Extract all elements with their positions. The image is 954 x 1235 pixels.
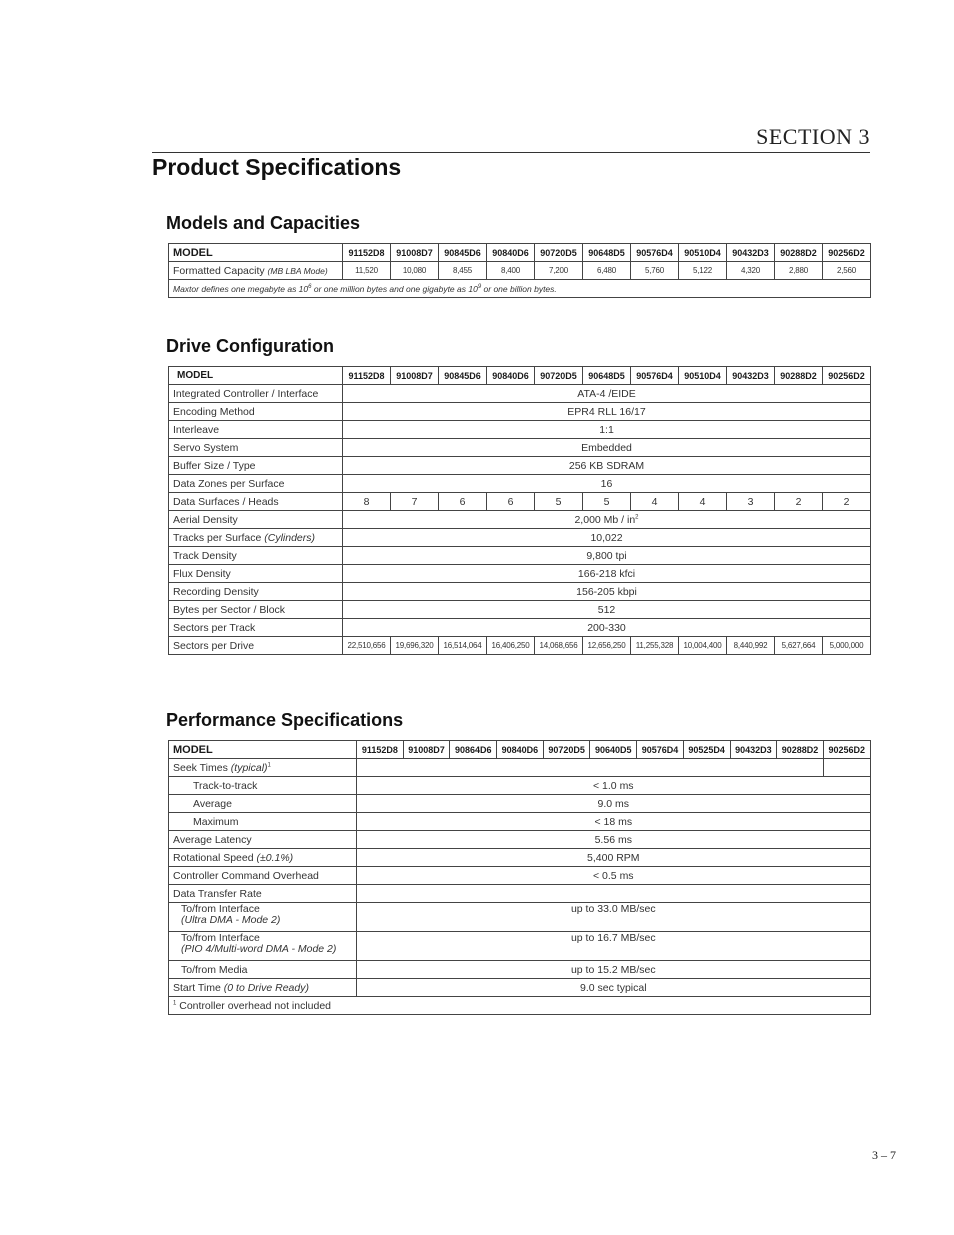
sectors-cell: 19,696,320: [391, 637, 439, 655]
model-cell: 90720D5: [535, 244, 583, 262]
table-row: [169, 813, 871, 831]
sectors-cell: 10,004,400: [679, 637, 727, 655]
row-label: Track Density: [169, 547, 343, 565]
table-row: [169, 262, 871, 280]
capacity-cell: 2,880: [775, 262, 823, 280]
sectors-cell: 5,627,664: [775, 637, 823, 655]
performance-table: [168, 740, 871, 1015]
table-row: [169, 637, 871, 655]
section-label: SECTION 3: [756, 124, 870, 149]
drive-config-heading: Drive Configuration: [166, 336, 335, 356]
model-header: MODEL: [169, 741, 357, 759]
row-value: 5.56 ms: [357, 831, 871, 849]
capacity-cell: 11,520: [343, 262, 391, 280]
model-cell: 90510D4: [679, 367, 727, 385]
footnote: $^1$ Controller overhead not included: [169, 997, 871, 1015]
row-label: To/from Interface (PIO 4/Multi-word DMA - Mode 2): [169, 932, 357, 961]
capacity-cell: 5,122: [679, 262, 727, 280]
sectors-cell: 22,510,656: [343, 637, 391, 655]
model-cell: 90510D4: [679, 244, 727, 262]
table-row: [169, 511, 871, 529]
table-row: [169, 885, 871, 903]
model-header: MODEL: [169, 367, 343, 385]
table-row: [169, 403, 871, 421]
row-label: Average: [169, 795, 357, 813]
heads-cell: 5: [583, 493, 631, 511]
model-cell: 90432D3: [730, 741, 777, 759]
model-cell: 91008D7: [391, 244, 439, 262]
table-row: [169, 421, 871, 439]
model-cell: 90845D6: [439, 367, 487, 385]
table-row: [169, 759, 871, 777]
row-label: Maximum: [169, 813, 357, 831]
table-row: [169, 997, 871, 1015]
model-cell: 90576D4: [637, 741, 684, 759]
row-value: EPR4 RLL 16/17: [343, 403, 871, 421]
capacity-cell: 8,455: [439, 262, 487, 280]
table-row: [169, 583, 871, 601]
row-label: Buffer Size / Type: [169, 457, 343, 475]
capacity-cell: 8,400: [487, 262, 535, 280]
table-row: [169, 932, 871, 961]
row-value: 200-330: [343, 619, 871, 637]
table-row: [169, 867, 871, 885]
row-label: Data Transfer Rate: [169, 885, 357, 903]
row-label: Flux Density: [169, 565, 343, 583]
model-cell: 90256D2: [823, 741, 870, 759]
capacity-cell: 2,560: [823, 262, 871, 280]
row-value: 16: [343, 475, 871, 493]
model-cell: 90288D2: [775, 244, 823, 262]
models-capacities-heading: Models and Capacities: [166, 213, 361, 233]
model-cell: 90720D5: [543, 741, 590, 759]
model-cell: 90840D6: [497, 741, 544, 759]
model-cell: 91008D7: [403, 741, 450, 759]
model-cell: 90648D5: [583, 244, 631, 262]
heads-cell: 7: [391, 493, 439, 511]
table-row: [169, 777, 871, 795]
row-label: Recording Density: [169, 583, 343, 601]
empty-cell: [357, 759, 824, 777]
performance-heading: Performance Specifications: [166, 710, 404, 730]
model-header: MODEL: [169, 244, 343, 262]
capacity-cell: 7,200: [535, 262, 583, 280]
model-cell: 91008D7: [391, 367, 439, 385]
model-cell: 90840D6: [487, 367, 535, 385]
page-number: 3 – 7: [872, 1148, 896, 1162]
table-row: [169, 280, 871, 298]
heads-cell: 2: [823, 493, 871, 511]
capacity-cell: 4,320: [727, 262, 775, 280]
row-label: Formatted Capacity (MB LBA Mode): [169, 262, 343, 280]
table-row: [169, 385, 871, 403]
sectors-cell: 16,514,064: [439, 637, 487, 655]
capacity-cell: 10,080: [391, 262, 439, 280]
heads-cell: 8: [343, 493, 391, 511]
row-label: Bytes per Sector / Block: [169, 601, 343, 619]
row-label: Seek Times (typical)$^1$: [169, 759, 357, 777]
header-rule: [152, 152, 870, 153]
model-cell: 90288D2: [775, 367, 823, 385]
table-row: [169, 849, 871, 867]
row-value: 512: [343, 601, 871, 619]
sectors-cell: 8,440,992: [727, 637, 775, 655]
table-row: [169, 961, 871, 979]
row-label: Aerial Density: [169, 511, 343, 529]
sectors-cell: 11,255,328: [631, 637, 679, 655]
page-title: Product Specifications: [152, 154, 402, 180]
model-cell: 90288D2: [777, 741, 824, 759]
heads-cell: 4: [679, 493, 727, 511]
row-value: up to 33.0 MB/sec: [357, 903, 871, 932]
model-cell: 90525D4: [683, 741, 730, 759]
heads-cell: 6: [487, 493, 535, 511]
row-value: < 0.5 ms: [357, 867, 871, 885]
heads-cell: 5: [535, 493, 583, 511]
model-cell: 90432D3: [727, 244, 775, 262]
row-value: 9.0 ms: [357, 795, 871, 813]
model-cell: 90432D3: [727, 367, 775, 385]
row-value: Embedded: [343, 439, 871, 457]
row-label: Data Surfaces / Heads: [169, 493, 343, 511]
model-cell: 90720D5: [535, 367, 583, 385]
row-value: 9.0 sec typical: [357, 979, 871, 997]
table-row: [169, 493, 871, 511]
row-value: 2,000 Mb / $in^2$: [343, 511, 871, 529]
table-row: [169, 529, 871, 547]
row-label: Encoding Method: [169, 403, 343, 421]
table-row: [169, 601, 871, 619]
capacity-cell: 5,760: [631, 262, 679, 280]
row-value: up to 16.7 MB/sec: [357, 932, 871, 961]
model-cell: 90864D6: [450, 741, 497, 759]
table-row: [169, 903, 871, 932]
row-label: Rotational Speed (±0.1%): [169, 849, 357, 867]
row-label: Data Zones per Surface: [169, 475, 343, 493]
models-capacities-table: [168, 243, 871, 298]
table-row: [169, 565, 871, 583]
table-row: [169, 475, 871, 493]
row-value: 156-205 kbpi: [343, 583, 871, 601]
row-label: Controller Command Overhead: [169, 867, 357, 885]
table-row: [169, 439, 871, 457]
table-header-row: [169, 367, 871, 385]
table-row: [169, 547, 871, 565]
heads-cell: 3: [727, 493, 775, 511]
model-cell: 90640D5: [590, 741, 637, 759]
row-label: Track-to-track: [169, 777, 357, 795]
model-cell: 90845D6: [439, 244, 487, 262]
row-label: Tracks per Surface (Cylinders): [169, 529, 343, 547]
model-cell: 90256D2: [823, 367, 871, 385]
model-cell: 90256D2: [823, 244, 871, 262]
row-value: < 1.0 ms: [357, 777, 871, 795]
empty-cell: [357, 885, 871, 903]
row-label: Average Latency: [169, 831, 357, 849]
row-label: Start Time (0 to Drive Ready): [169, 979, 357, 997]
table-row: [169, 619, 871, 637]
drive-config-table: [168, 366, 871, 655]
row-label: Integrated Controller / Interface: [169, 385, 343, 403]
table-row: [169, 795, 871, 813]
heads-cell: 6: [439, 493, 487, 511]
capacity-note: Maxtor defines one megabyte as $10^6$ or one million bytes and one gigabyte as $10^9$ or one billion bytes.: [169, 280, 871, 298]
row-label: Interleave: [169, 421, 343, 439]
row-value: 9,800 tpi: [343, 547, 871, 565]
table-row: [169, 831, 871, 849]
model-cell: 90576D4: [631, 367, 679, 385]
row-label: To/from Interface (Ultra DMA - Mode 2): [169, 903, 357, 932]
row-value: up to 15.2 MB/sec: [357, 961, 871, 979]
table-header-row: [169, 244, 871, 262]
model-cell: 91152D8: [357, 741, 404, 759]
table-row: [169, 979, 871, 997]
model-cell: 90648D5: [583, 367, 631, 385]
heads-cell: 4: [631, 493, 679, 511]
row-value: ATA-4 /EIDE: [343, 385, 871, 403]
table-header-row: [169, 741, 871, 759]
empty-cell: [823, 759, 870, 777]
heads-cell: 2: [775, 493, 823, 511]
model-cell: 90576D4: [631, 244, 679, 262]
row-value: 166-218 kfci: [343, 565, 871, 583]
row-value: 10,022: [343, 529, 871, 547]
row-label: To/from Media: [169, 961, 357, 979]
row-label: Sectors per Drive: [169, 637, 343, 655]
model-cell: 91152D8: [343, 244, 391, 262]
sectors-cell: 5,000,000: [823, 637, 871, 655]
capacity-cell: 6,480: [583, 262, 631, 280]
table-row: [169, 457, 871, 475]
sectors-cell: 16,406,250: [487, 637, 535, 655]
model-cell: 91152D8: [343, 367, 391, 385]
sectors-cell: 12,656,250: [583, 637, 631, 655]
row-value: < 18 ms: [357, 813, 871, 831]
row-label: Servo System: [169, 439, 343, 457]
row-value: 5,400 RPM: [357, 849, 871, 867]
row-value: 256 KB SDRAM: [343, 457, 871, 475]
row-value: 1:1: [343, 421, 871, 439]
model-cell: 90840D6: [487, 244, 535, 262]
sectors-cell: 14,068,656: [535, 637, 583, 655]
row-label: Sectors per Track: [169, 619, 343, 637]
